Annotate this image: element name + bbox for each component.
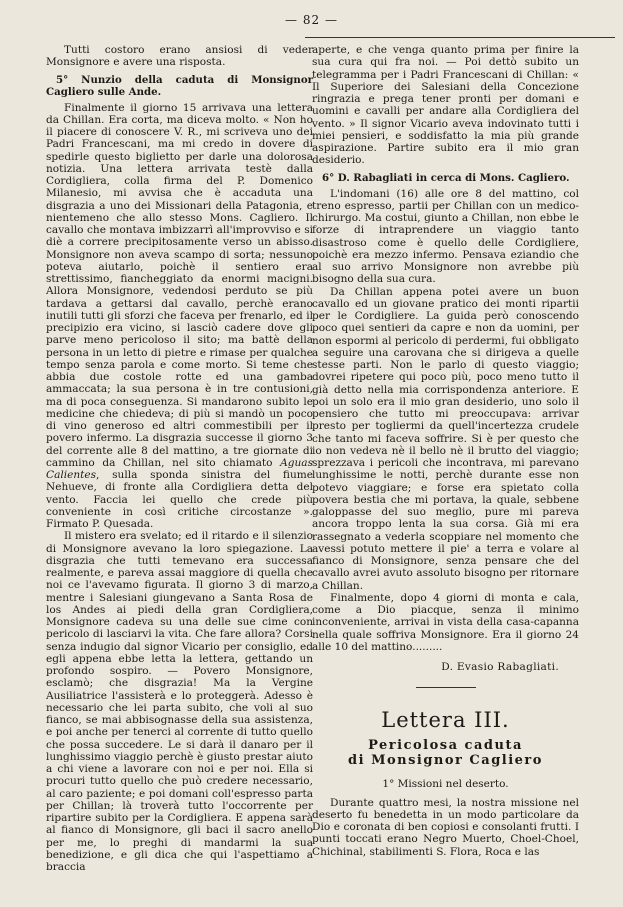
letter-title: Lettera III. — [381, 708, 510, 733]
page-number: — 82 — — [285, 13, 338, 27]
signature: D. Evasio Rabagliati. — [441, 661, 559, 673]
journey-paragraph: L'indomani (16) alle ore 8 del mattino, col treno espresso, partii per Chillan con un medico-chirurgo. Ma costui, giunto a Chillan, non ebbe le forze di intraprendere un viaggio tanto disastroso come è quello delle Cordigliere, poichè era mezzo infermo. Pensava eziandio che al suo arrivo Monsignore non avrebbe più bisogno della sua cura. — [312, 187, 579, 286]
place-name: Aguas Calientes — [46, 456, 313, 481]
letter-subtitle-1: Pericolosa caduta — [368, 738, 523, 754]
left-column — [46, 44, 313, 873]
desert-paragraph: Durante quattro mesi, la nostra missione nel deserto fu benedetta in un modo particolare da Dio e coronata di ben copiosi e consolanti frutti. I punti toccati erano Negro Muerto, Choel-Choel, Chichinal, stabilimenti S. Flora, Roca e las — [312, 796, 579, 858]
column-rule — [305, 37, 615, 38]
section-heading-6: 6° D. Rabagliati in cerca di Mons. Cagliero. — [322, 171, 570, 184]
letter-subtitle-2: di Monsignor Cagliero — [348, 753, 543, 769]
continued-paragraph: aperte, e che venga quanto prima per finire la sua cura qui fra noi. — Poi dettò subito un telegramma per i Padri Francescani di Chillan: « Il Superiore dei Salesiani della Concezione ringrazia e prega tener pronti per domani e uomini e cavalli per andare alla Cordigliera del vento. » Il signor Vicario aveva indovinato tutti i miei pensieri, e soddisfatto la mia più grande aspirazione. Partire subito era il mio gran desiderio. — [312, 44, 579, 167]
separator-rule — [416, 687, 476, 688]
section-heading-1: 1° Missioni nel deserto. — [382, 778, 509, 791]
intro-paragraph: Tutti costoro erano ansiosi di veder Monsignore e avere una risposta. — [46, 44, 313, 69]
right-column — [312, 44, 579, 858]
letter-text: Finalmente il giorno 15 arrivava una lettera da Chillan. Era corta, ma diceva molto. « Non ho il piacere di conoscere V. R., mi scriveva uno dei Padri Francescani, ma mi credo in dovere di spedirle questo biglietto per darle una dolorosa notizia. Una lettera arrivata testè dalla Cordigliera, colla firma del P. Domenico Milanesio, mi avvisa che è accaduta una disgrazia a uno dei Missionari della Patagonia, e nientemeno che allo stesso Mons. Cagliero. Il cavallo che montava imbizzarrì all'improvviso e si diè a correre precipitosamente verso un abisso. Monsignore non aveva scampo di sorta; nessuno poteva aiutarlo, poichè il sentiero era strettissimo, fiancheggiato da enormi macigni. Allora Monsignore, vedendosi perduto se più tardava a gettarsi dal cavallo, perchè erano inutili tutti gli sforzi che faceva per frenarlo, ed il precipizio era vicino, si lasciò cadere dove gli parve meno pericoloso il sito; ma battè della persona in un letto di pietre e rimase per qualche tempo senza parola e come morto. Si teme che abbia due costole rotte ed una gamba ammaccata; la sua persona è in tre contusioni, ma di poca conseguenza. Si mandarono subito le medicine che chiedeva; di più si mandò un poco di vino generoso ed altri commestibili per il povero infermo. La disgrazia successe il giorno 3 del corrente alle 8 del mattino, a tre giornate di cammino da Chillan, nel sito chiamato — [46, 101, 313, 469]
caravan-paragraph: Da Chillan appena potei avere un buon cavallo ed un giovane pratico dei monti ripartii per le Cordigliere. La guida però conoscendo poco quei sentieri da capre e non da uomini, per non espormi al pericolo di perdermi, fui obbligato a seguire una carovana che si dirigeva a quelle stesse parti. Non le parlo di questo viaggio; dovrei ripetere qui poco più, poco meno tutto il già detto nella mia corrispondenza anteriore. E poi un solo era il mio gran desiderio, uno solo il pensiero che tutto mi preoccupava: arrivar presto per togliermi da quell'incertezza crudele che tanto mi faceva soffrire. Si è per questo che io non vedeva nè il bello nè il brutto del viaggio; sprezzava i pericoli che incontrava, mi parevano lunghissime le notti, perchè durante esse non potevo viaggiare; e forse era spietato colla povera bestia che mi portava, la quale, sebbene galoppasse del suo meglio, pure mi pareva ancora troppo lenta la sua corsa. Già mi era rassegnato a vederla scoppiare nel momento che avessi potuto mettere il pie' a terra e volare al fianco di Monsignore, senza pensare che del cavallo avrei avuto assoluto bisogno per ritornare a Chillan. — [312, 285, 579, 592]
section-heading-5: 5° Nunzio della caduta di Monsignor Cagliero sulle Ande. — [46, 73, 313, 98]
mystery-paragraph: Il mistero era svelato; ed il ritardo e il silenzio di Monsignore avevano la loro spiegazione. La disgrazia che tutti temevano era successa realmente, e pareva assai maggiore di quella che noi ce l'avevamo figurata. Il giorno 3 di marzo, mentre i Salesiani giungevano a Santa Rosa de los Andes ai piedi della gran Cordigliera, Monsignore cadeva su una delle sue cime con pericolo di lasciarvi la vita. Che fare allora? Corsi senza indugio dal signor Vicario per consiglio, ed egli appena ebbe letta la lettera, gettando un profondo sospiro. — Povero Monsignore, esclamò; che disgrazia! Ma la Vergine Ausiliatrice l'assisterà e lo proteggerà. Adesso è necessario che lei parta subito, che voli al suo fianco, se mai abbisognasse della sua assistenza, e poi anche per tenerci al corrente di tutto quello che possa succedere. Le si darà il danaro per il lunghissimo viaggio perchè è giusto prestar aiuto a chi viene a lavorare con noi e per noi. Ella si procuri tutto quello che può credere necessario, al caro paziente; e poi domani coll'espresso parta per Chillan; là troverà tutto l'occorrente per ripartire subito per la Cordigliera. E appena sarà al fianco di Monsignore, gli baci il sacro anello per me, lo preghi di mandarmi la sua benedizione, e gli dica che qui l'aspettiamo a braccia — [46, 530, 313, 873]
letter-paragraph — [46, 102, 313, 531]
letter-text-end: , sulla sponda sinistra del fiume Nehueve, di fronte alla Cordigliera detta del vento. Faccia lei quello che crede più conveniente in così critiche circostanze ». Firmato P. Quesada. — [46, 469, 313, 530]
arrival-paragraph: Finalmente, dopo 4 giorni di monta e cala, come a Dio piacque, senza il minimo inconveniente, arrivai in vista della casa-capanna nella quale soffriva Monsignore. Era il giorno 24 alle 10 del mattino......... — [312, 591, 579, 653]
